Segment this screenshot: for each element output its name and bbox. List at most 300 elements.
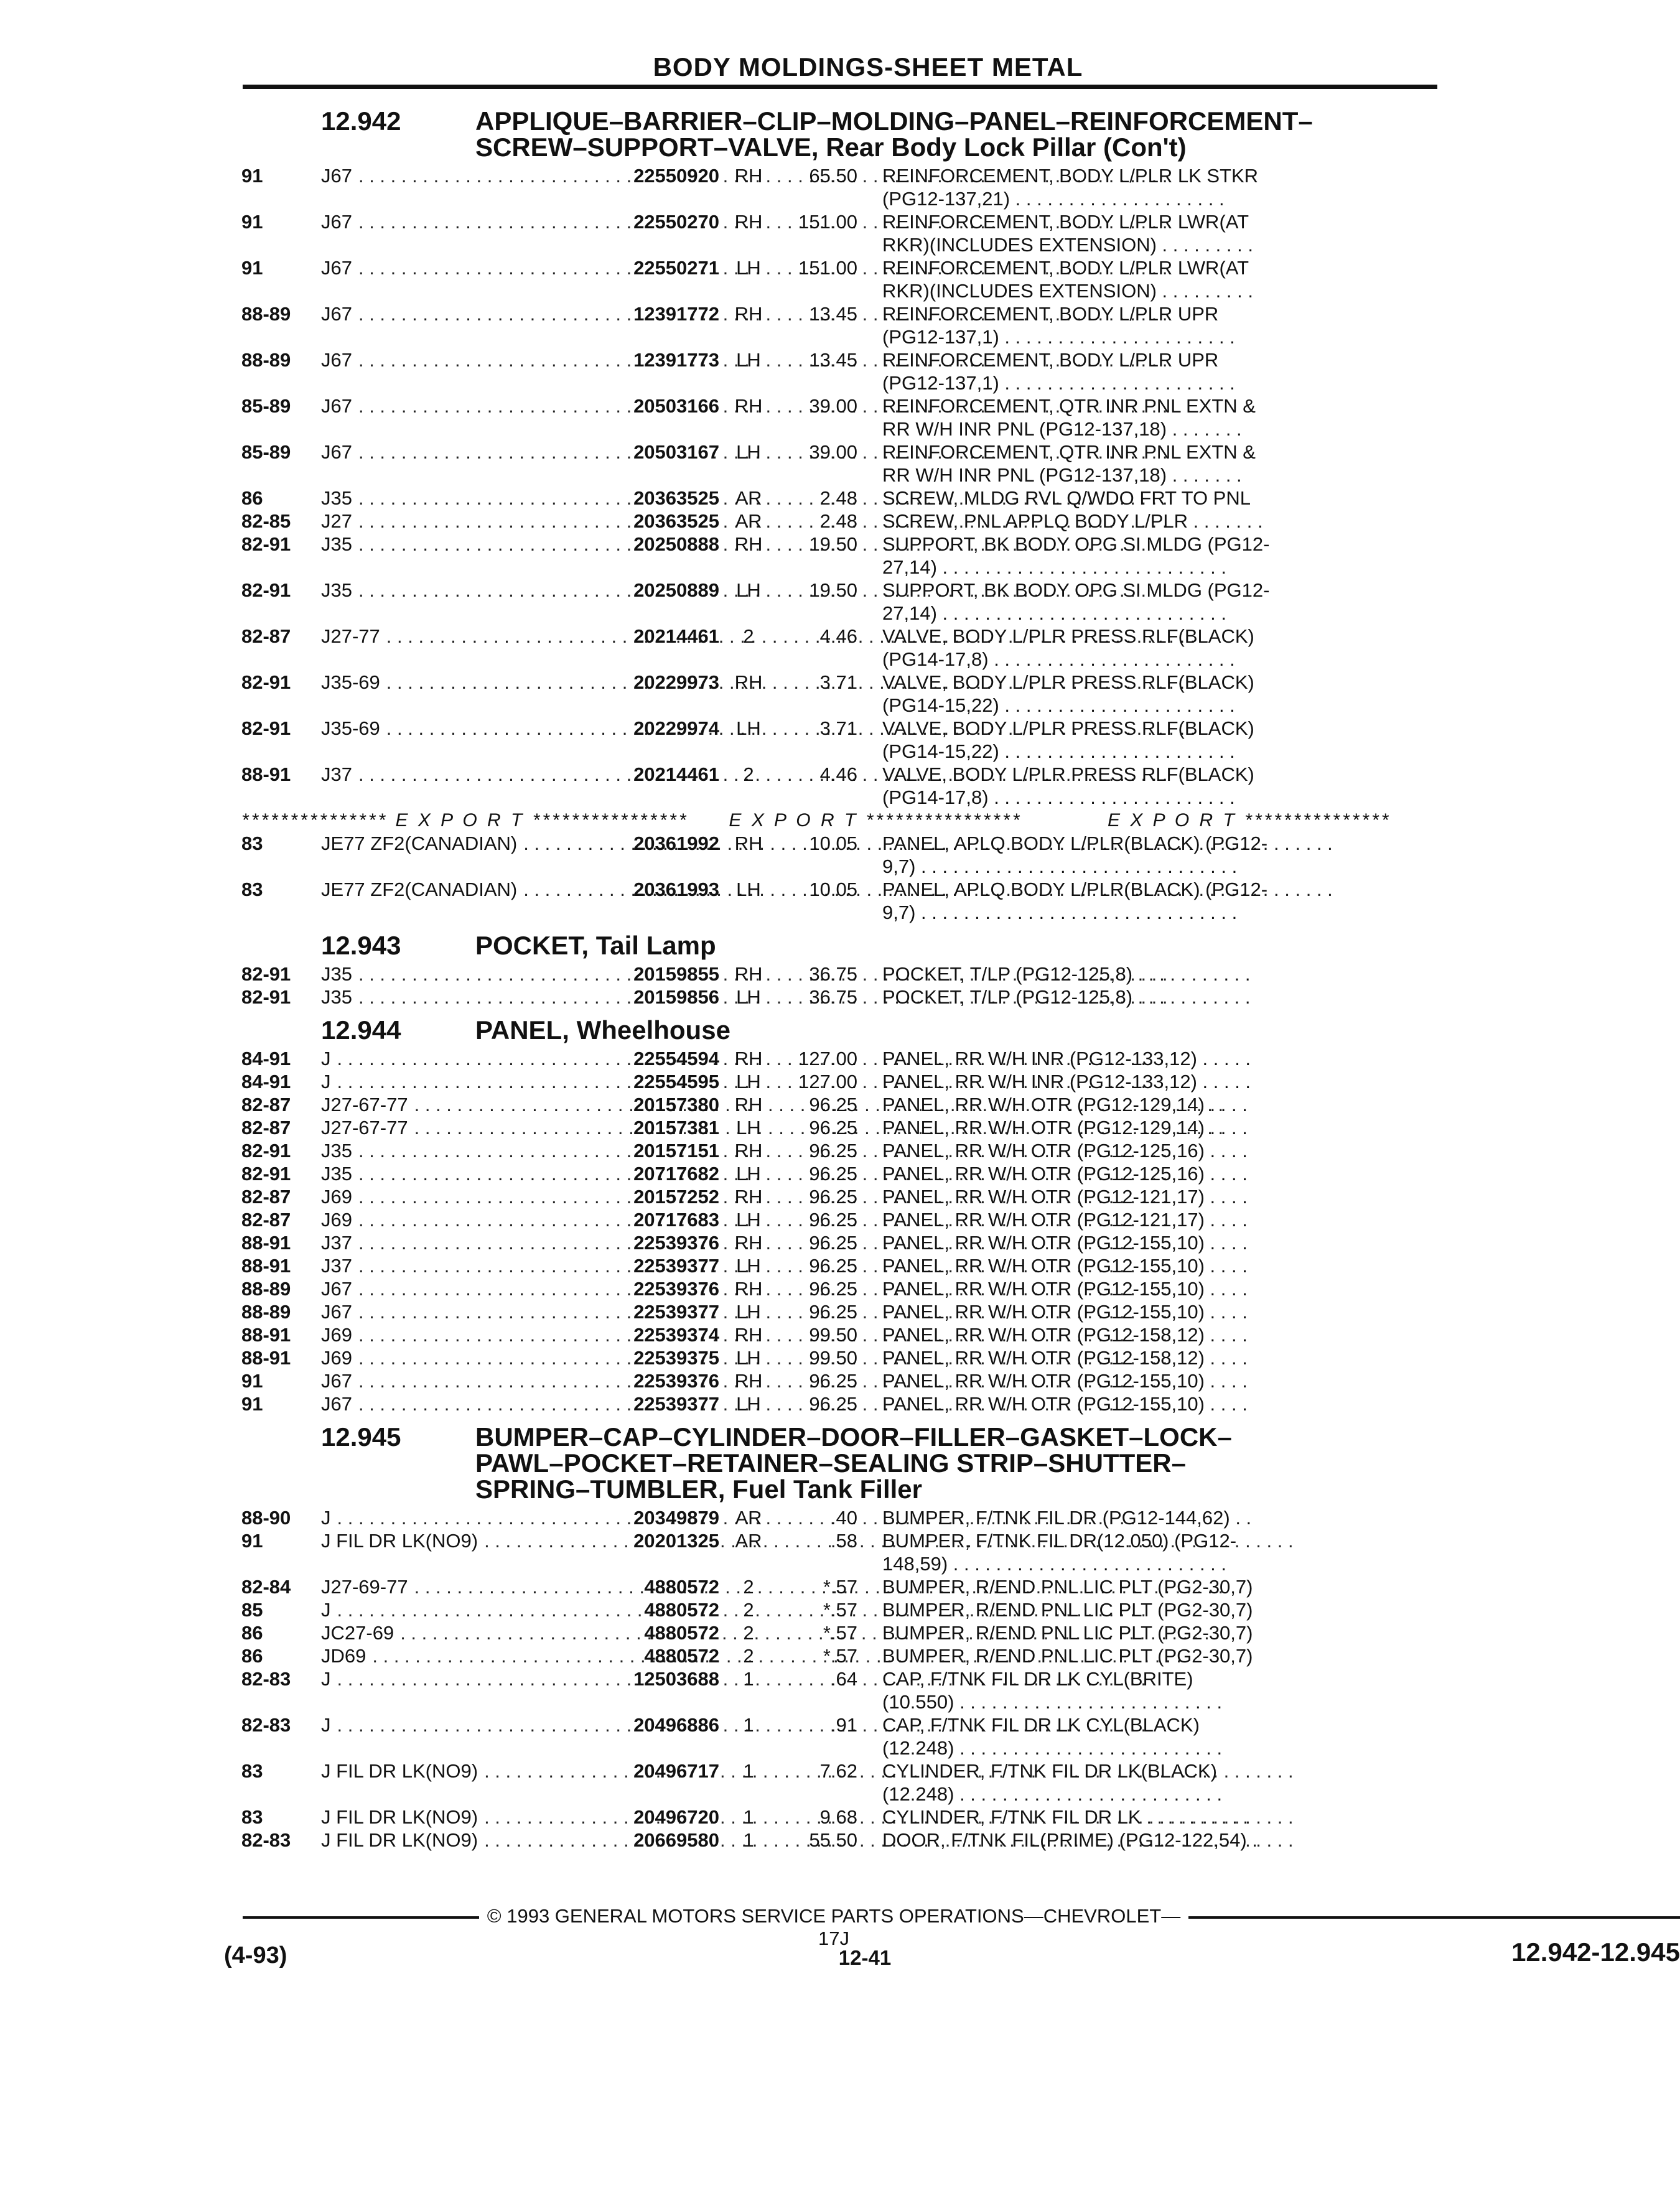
description-line: BUMPER, F/TNK FIL DR(12.050) (PG12- (882, 1530, 1237, 1552)
model-years: 82-87 (241, 1117, 291, 1139)
price: 151.00 (798, 257, 857, 279)
part-number: 22550271 (633, 257, 719, 279)
part-number: 20250889 (633, 579, 719, 601)
model-code (321, 1093, 595, 1116)
price: 3.71 (819, 717, 857, 739)
section-number (241, 1450, 475, 1476)
part-description (882, 1346, 1436, 1369)
part-number: 12503688 (633, 1668, 719, 1690)
side-quantity: LH (736, 441, 761, 463)
model-code-text: JC27-69 (321, 1622, 394, 1644)
section-number (241, 1476, 475, 1503)
model-code (321, 1644, 595, 1667)
table-row (241, 1829, 1436, 1852)
description-line: CYLINDER, F/TNK FIL DR LK . . . . . . . . . . (882, 1806, 1248, 1828)
part-number: 20496720 (633, 1806, 719, 1828)
section-number: 12.945 (321, 1422, 401, 1451)
model-code (321, 1300, 595, 1323)
section-title: POCKET, Tail Lamp (475, 931, 716, 960)
part-description (882, 348, 1436, 394)
price: 7.62 (819, 1760, 857, 1782)
model-code (321, 533, 595, 579)
model-code (321, 1759, 595, 1806)
description-line: (PG14-17,8) . . . . . . . . . . . . . . . . . . . . . . . (882, 786, 1235, 808)
model-code (321, 671, 595, 717)
model-code-text: J27-77 (321, 625, 380, 647)
part-number: 20157381 (633, 1117, 719, 1139)
model-code (321, 1529, 595, 1575)
description-line: PANEL, RR W/H OTR (PG12-125,16) . . . . (882, 1140, 1248, 1162)
section-heading (241, 108, 1436, 161)
side-quantity: 1 (743, 1668, 754, 1690)
model-code (321, 1277, 595, 1300)
part-number: 20496717 (633, 1760, 719, 1782)
description-line: PANEL, RR W/H OTR (PG12-158,12) . . . . (882, 1324, 1248, 1346)
part-description (882, 579, 1436, 625)
table-row (241, 962, 1436, 986)
description-line: PANEL, RR W/H INR (PG12-133,12) . . . . . (882, 1071, 1251, 1093)
model-code-text: J FIL DR LK(NO9) (321, 1530, 478, 1552)
part-description (882, 210, 1436, 256)
price: 96.25 (809, 1232, 857, 1254)
description-line: PANEL, RR W/H OTR (PG12-155,10) . . . . (882, 1301, 1248, 1323)
table-row (241, 440, 1436, 487)
side-quantity: LH (736, 579, 761, 601)
section-title: SPRING–TUMBLER, Fuel Tank Filler (475, 1475, 922, 1504)
model-code-text: J35-69 (321, 671, 380, 693)
model-code-text: J67 (321, 211, 352, 233)
side-quantity: LH (736, 1255, 761, 1277)
side-quantity: RH (734, 395, 763, 417)
description-line: PANEL, RR W/H OTR (PG12-121,17) . . . . (882, 1209, 1248, 1231)
table-row (241, 1300, 1436, 1323)
part-description (882, 1070, 1436, 1093)
part-number: 20496886 (633, 1714, 719, 1736)
description-line: (12.248) . . . . . . . . . . . . . . . . . . . . . . . . . (882, 1783, 1223, 1805)
part-number: 22554594 (633, 1048, 719, 1069)
model-code-text: J FIL DR LK(NO9) (321, 1760, 478, 1782)
side-quantity: AR (735, 1507, 762, 1529)
model-code (321, 1369, 595, 1392)
table-row (241, 1529, 1436, 1575)
part-description (882, 1116, 1436, 1139)
part-description (882, 1047, 1436, 1070)
part-description (882, 1713, 1436, 1759)
model-years: 91 (241, 257, 263, 279)
description-line: PANEL, RR W/H OTR (PG12-155,10) . . . . (882, 1232, 1248, 1254)
description-line: PANEL, RR W/H OTR (PG12-155,10) . . . . (882, 1255, 1248, 1277)
price: 2.48 (819, 510, 857, 532)
part-number: 20250888 (633, 533, 719, 555)
side-quantity: LH (736, 1209, 761, 1231)
table-row (241, 1713, 1436, 1759)
model-years: 88-91 (241, 1255, 291, 1277)
table-row (241, 302, 1436, 348)
side-quantity: 2 (743, 1622, 754, 1644)
price: 151.00 (798, 211, 857, 233)
model-years: 82-87 (241, 1209, 291, 1231)
description-line: PANEL, APLQ BODY L/PLR(BLACK) (PG12- (882, 832, 1268, 854)
side-quantity: LH (736, 1117, 761, 1139)
section-title-row (241, 933, 1436, 959)
description-line: REINFORCEMENT, QTR INR PNL EXTN & (882, 441, 1256, 463)
description-line: REINFORCEMENT, BODY L/PLR LWR(AT (882, 257, 1249, 279)
description-line: (PG14-17,8) . . . . . . . . . . . . . . . . . . . . . . . (882, 648, 1235, 670)
description-line: POCKET, T/LP (PG12-125,8) . . . . . . . . . . . (882, 986, 1251, 1008)
part-number: 22554595 (633, 1071, 719, 1093)
model-code (321, 1621, 595, 1644)
part-description (882, 1506, 1436, 1529)
model-years: 83 (241, 878, 263, 900)
part-number: 20363525 (633, 510, 719, 532)
model-years: 88-89 (241, 1301, 291, 1323)
price: .40 (830, 1507, 857, 1529)
part-description (882, 717, 1436, 763)
side-quantity: 2 (743, 625, 754, 647)
part-description (882, 1644, 1436, 1667)
model-years: 84-91 (241, 1071, 291, 1093)
model-code-text: J FIL DR LK(NO9) (321, 1806, 478, 1828)
side-quantity: AR (735, 510, 762, 532)
model-years: 84-91 (241, 1048, 291, 1069)
part-description (882, 302, 1436, 348)
table-row (241, 1346, 1436, 1369)
table-row (241, 533, 1436, 579)
model-code-text: J35 (321, 579, 352, 601)
description-line: BUMPER, R/END PNL LIC PLT (PG2-30,7) (882, 1576, 1253, 1598)
price: 10.05 (809, 878, 857, 900)
model-code-text: J67 (321, 1301, 352, 1323)
description-line: REINFORCEMENT, BODY L/PLR UPR (882, 349, 1219, 371)
side-quantity: 1 (743, 1760, 754, 1782)
side-quantity: RH (734, 1094, 763, 1116)
description-line: SUPPORT, BK BODY OPG SI MLDG (PG12- (882, 533, 1270, 555)
footer-date: (4-93) (224, 1942, 287, 1969)
table-row (241, 1759, 1436, 1806)
description-line: PANEL, RR W/H OTR (PG12-155,10) . . . . (882, 1278, 1248, 1300)
table-row (241, 625, 1436, 671)
part-number: 20361993 (633, 878, 719, 900)
table-row (241, 1162, 1436, 1185)
model-code-text: J69 (321, 1209, 352, 1231)
description-line: SCREW, MLDG RVL Q/WDO FRT TO PNL (882, 487, 1251, 509)
part-number: 22539377 (633, 1255, 719, 1277)
part-number: 20717682 (633, 1163, 719, 1185)
model-code-text: J35 (321, 986, 352, 1008)
part-description (882, 1300, 1436, 1323)
side-quantity: RH (734, 1324, 763, 1346)
model-code-text: J67 (321, 1278, 352, 1300)
page-title: BODY MOLDINGS-SHEET METAL (653, 52, 1083, 82)
table-row (241, 1116, 1436, 1139)
model-years: 83 (241, 1760, 263, 1782)
part-description (882, 1185, 1436, 1208)
model-code (321, 832, 595, 878)
part-number: 4880572 (644, 1622, 719, 1644)
header-rule (243, 85, 1437, 89)
model-code-text: J (321, 1668, 331, 1690)
model-code (321, 1575, 595, 1598)
model-code (321, 1806, 595, 1829)
part-description (882, 1254, 1436, 1277)
table-row (241, 671, 1436, 717)
model-years: 82-91 (241, 717, 291, 739)
side-quantity: RH (734, 1278, 763, 1300)
model-years: 82-87 (241, 1186, 291, 1208)
part-description (882, 1806, 1436, 1829)
part-number: 22539376 (633, 1232, 719, 1254)
model-code (321, 302, 595, 348)
footer-copyright: © 1993 GENERAL MOTORS SERVICE PARTS OPERATIONS—CHEVROLET—17J (487, 1905, 1181, 1949)
section-number: 12.943 (321, 931, 401, 960)
model-code (321, 763, 595, 809)
model-years: 82-83 (241, 1829, 291, 1851)
price: 127.00 (798, 1071, 857, 1093)
table-row (241, 1093, 1436, 1116)
model-years: 82-87 (241, 625, 291, 647)
table-row (241, 1277, 1436, 1300)
description-line: PANEL, RR W/H OTR (PG12-129,14) . . . . (882, 1094, 1248, 1116)
description-line: BUMPER, R/END PNL LIC PLT (PG2-30,7) (882, 1599, 1253, 1621)
description-line: (10.550) . . . . . . . . . . . . . . . . . . . . . . . . . (882, 1691, 1223, 1713)
model-years: 88-91 (241, 1347, 291, 1369)
description-line: PANEL, RR W/H OTR (PG12-125,16) . . . . (882, 1163, 1248, 1185)
model-code (321, 579, 595, 625)
description-line: 27,14) . . . . . . . . . . . . . . . . . . . . . . . . . . . (882, 602, 1226, 624)
side-quantity: 1 (743, 1829, 754, 1851)
table-row (241, 1667, 1436, 1713)
model-code-text: J FIL DR LK(NO9) (321, 1829, 478, 1851)
price: 96.25 (809, 1117, 857, 1139)
price: 19.50 (809, 579, 857, 601)
model-code (321, 1346, 595, 1369)
part-number: 20349879 (633, 1507, 719, 1529)
model-code-text: J35 (321, 533, 352, 555)
description-line: (PG14-15,22) . . . . . . . . . . . . . . . . . . . . . . (882, 740, 1235, 762)
part-number: 20157252 (633, 1186, 719, 1208)
description-line: REINFORCEMENT, BODY L/PLR UPR (882, 303, 1219, 325)
model-code (321, 164, 595, 210)
part-number: 20717683 (633, 1209, 719, 1231)
model-code-text: J35 (321, 963, 352, 985)
side-quantity: 2 (743, 1576, 754, 1598)
model-code (321, 440, 595, 487)
model-code-text: J35 (321, 487, 352, 509)
part-description (882, 510, 1436, 533)
side-quantity: RH (734, 1140, 763, 1162)
price: 19.50 (809, 533, 857, 555)
description-line: PANEL, RR W/H OTR (PG12-155,10) . . . . (882, 1370, 1248, 1392)
part-description (882, 1231, 1436, 1254)
part-number: 22550270 (633, 211, 719, 233)
side-quantity: RH (734, 963, 763, 985)
description-line: CYLINDER, F/TNK FIL DR LK(BLACK) (882, 1760, 1218, 1782)
description-line: PANEL, RR W/H OTR (PG12-155,10) . . . . (882, 1393, 1248, 1415)
model-code-text: J67 (321, 395, 352, 417)
model-code-text: J67 (321, 1370, 352, 1392)
table-row (241, 878, 1436, 924)
model-code-text: J35 (321, 1163, 352, 1185)
model-years: 83 (241, 1806, 263, 1828)
price: 96.25 (809, 1370, 857, 1392)
price: *.57 (823, 1576, 857, 1598)
model-years: 88-90 (241, 1507, 291, 1529)
price: 96.25 (809, 1186, 857, 1208)
model-years: 88-89 (241, 349, 291, 371)
price: .91 (830, 1714, 857, 1736)
section-number: 12.942 (321, 106, 401, 136)
table-row (241, 1621, 1436, 1644)
price: 39.00 (809, 395, 857, 417)
model-code-text: J27-67-77 (321, 1117, 408, 1139)
model-code (321, 1323, 595, 1346)
page-header (243, 52, 1493, 91)
price: .58 (830, 1530, 857, 1552)
section-heading (241, 1017, 1436, 1043)
table-row (241, 1254, 1436, 1277)
table-row (241, 1369, 1436, 1392)
part-number: 22539375 (633, 1347, 719, 1369)
price: 55.50 (809, 1829, 857, 1851)
description-line: PANEL, APLQ BODY L/PLR(BLACK) (PG12- (882, 878, 1268, 900)
model-code (321, 1162, 595, 1185)
side-quantity: 2 (743, 1645, 754, 1667)
part-number: 20159855 (633, 963, 719, 985)
model-years: 86 (241, 1622, 263, 1644)
part-description (882, 763, 1436, 809)
table-row (241, 1506, 1436, 1529)
model-code-text: JE77 ZF2(CANADIAN) (321, 878, 518, 900)
model-years: 88-91 (241, 763, 291, 785)
model-code (321, 394, 595, 440)
table-row (241, 986, 1436, 1009)
part-description (882, 1575, 1436, 1598)
price: 36.75 (809, 963, 857, 985)
table-row (241, 1070, 1436, 1093)
part-number: 12391772 (633, 303, 719, 325)
model-code-text: J27 (321, 510, 352, 532)
price: 39.00 (809, 441, 857, 463)
part-description (882, 1139, 1436, 1162)
table-row (241, 510, 1436, 533)
model-code-text: J67 (321, 303, 352, 325)
side-quantity: RH (734, 211, 763, 233)
table-row (241, 1598, 1436, 1621)
description-line: RR W/H INR PNL (PG12-137,18) . . . . . . . (882, 464, 1242, 486)
description-line: (PG12-137,21) . . . . . . . . . . . . . . . . . . . . (882, 188, 1225, 210)
description-line: CAP, F/TNK FIL DR LK CYL(BRITE) (882, 1668, 1193, 1690)
section-title-row (241, 134, 1436, 161)
model-years: 82-87 (241, 1094, 291, 1116)
part-description (882, 671, 1436, 717)
description-line: REINFORCEMENT, BODY L/PLR LK STKR (882, 165, 1259, 187)
model-years: 82-85 (241, 510, 291, 532)
model-code-text: J37 (321, 763, 352, 785)
table-row (241, 1208, 1436, 1231)
part-number: 20229973 (633, 671, 719, 693)
model-years: 91 (241, 1370, 263, 1392)
model-code (321, 348, 595, 394)
description-line: VALVE, BODY L/PLR PRESS RLF(BLACK) (882, 763, 1254, 785)
part-number: 20201325 (633, 1530, 719, 1552)
model-years: 85 (241, 1599, 263, 1621)
footer-section-range: 12.942-12.945 (1511, 1937, 1680, 1967)
model-code-text: JD69 (321, 1645, 366, 1667)
part-number: 20157151 (633, 1140, 719, 1162)
side-quantity: LH (736, 1393, 761, 1415)
side-quantity: LH (736, 986, 761, 1008)
price: 96.25 (809, 1163, 857, 1185)
table-row (241, 256, 1436, 302)
part-description (882, 1529, 1436, 1575)
model-code (321, 1392, 595, 1415)
model-code (321, 625, 595, 671)
section-number: 12.944 (321, 1015, 401, 1045)
part-description (882, 1598, 1436, 1621)
table-row (241, 1185, 1436, 1208)
model-code-text: JE77 ZF2(CANADIAN) (321, 832, 518, 854)
part-number: 20503166 (633, 395, 719, 417)
model-years: 88-91 (241, 1232, 291, 1254)
section-heading (241, 1424, 1436, 1503)
model-code-text: J (321, 1071, 331, 1093)
model-years: 88-89 (241, 303, 291, 325)
model-code (321, 1139, 595, 1162)
part-number: 20214461 (633, 625, 719, 647)
part-description (882, 1392, 1436, 1415)
description-line: POCKET, T/LP (PG12-125,8) . . . . . . . . . . . (882, 963, 1251, 985)
model-years: 91 (241, 211, 263, 233)
part-number: 20363525 (633, 487, 719, 509)
table-row (241, 579, 1436, 625)
side-quantity: RH (734, 1370, 763, 1392)
model-code (321, 986, 595, 1009)
part-description (882, 625, 1436, 671)
description-line: SUPPORT, BK BODY OPG SI MLDG (PG12- (882, 579, 1270, 601)
section-number (241, 134, 475, 161)
model-code (321, 510, 595, 533)
description-line: CAP, F/TNK FIL DR LK CYL(BLACK) (882, 1714, 1200, 1736)
model-years: 82-91 (241, 1163, 291, 1185)
description-line: 27,14) . . . . . . . . . . . . . . . . . . . . . . . . . . . (882, 556, 1226, 578)
model-code (321, 1506, 595, 1529)
price: *.57 (823, 1645, 857, 1667)
side-quantity: RH (734, 1048, 763, 1069)
price: 96.25 (809, 1094, 857, 1116)
model-code (321, 1185, 595, 1208)
side-quantity: LH (736, 878, 761, 900)
model-code-text: J35-69 (321, 717, 380, 739)
model-years: 82-91 (241, 986, 291, 1008)
side-quantity: LH (736, 717, 761, 739)
section-title-row (241, 1476, 1436, 1503)
section-title: PANEL, Wheelhouse (475, 1015, 730, 1045)
model-code-text: J67 (321, 257, 352, 279)
export-separator (241, 809, 1436, 832)
table-row (241, 763, 1436, 809)
part-number: 22539377 (633, 1393, 719, 1415)
side-quantity: 2 (743, 1599, 754, 1621)
table-row (241, 717, 1436, 763)
price: 96.25 (809, 1278, 857, 1300)
description-line: DOOR, F/TNK FIL(PRIME) (PG12-122,54) . (882, 1829, 1258, 1851)
table-row (241, 1644, 1436, 1667)
description-line: 9,7) . . . . . . . . . . . . . . . . . . . . . . . . . . . . . . (882, 855, 1238, 877)
part-description (882, 1208, 1436, 1231)
side-quantity: RH (734, 671, 763, 693)
part-description (882, 878, 1436, 924)
part-description (882, 487, 1436, 510)
